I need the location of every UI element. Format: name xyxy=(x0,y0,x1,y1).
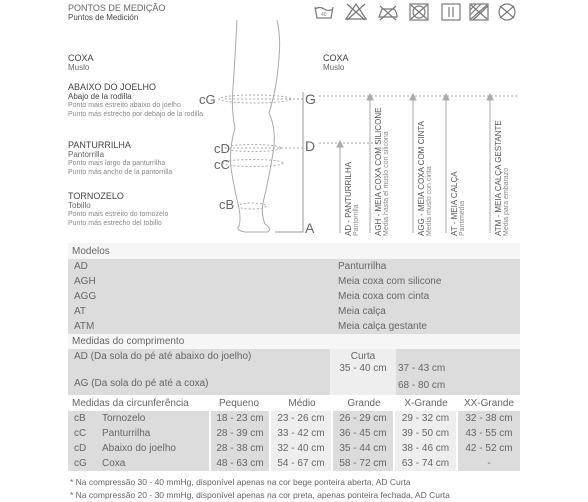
circ-name: Abaixo do joelho xyxy=(102,443,176,454)
table-row xyxy=(68,259,520,274)
joelho-note-pt: Ponto mais estreito abaixo do joelho xyxy=(68,102,181,109)
circumference-body xyxy=(68,411,520,471)
size-header: X-Grande xyxy=(404,398,448,409)
circ-value: 38 - 46 cm xyxy=(401,443,450,454)
vlabel-ad-sub: Pantorrilla xyxy=(353,204,360,236)
table-row xyxy=(68,441,520,456)
vlabel-atm-main: ATM - MEIA CALÇA GESTANTE xyxy=(494,120,503,236)
care-icons xyxy=(312,2,518,22)
table-row xyxy=(68,456,520,471)
model-name: Panturrilha xyxy=(338,261,387,272)
model-name: Meia calça xyxy=(338,306,386,317)
lengths-heading: Medidas do comprimento xyxy=(72,336,185,347)
model-code: AT xyxy=(74,306,87,317)
circ-code: cD xyxy=(74,443,87,454)
vlabel-agh-sub: Media hasta el muslo con silicona xyxy=(383,131,390,236)
size-header: Pequeno xyxy=(218,398,260,409)
vlabel-agh-main: AGH - MEIA COXA COM SILICONE xyxy=(374,107,383,236)
table-row xyxy=(68,319,520,334)
leg-diagram xyxy=(195,18,325,240)
length-long-ad: 37 - 43 cm xyxy=(398,363,446,374)
length-short-ad: 35 - 40 cm xyxy=(339,363,387,374)
panturrilha-note-es: Punto más ancho de la pantorrilla xyxy=(68,169,173,176)
models-heading-row xyxy=(68,243,520,259)
vlabel-ad xyxy=(344,162,360,236)
model-code: AGH xyxy=(74,276,96,287)
model-name: Meia coxa com cinta xyxy=(338,291,430,302)
circ-code: cB xyxy=(74,413,86,424)
no-dry-clean-icon xyxy=(410,4,428,20)
wash-40-icon xyxy=(315,7,333,18)
circ-value: 26 - 29 cm xyxy=(339,413,387,424)
circ-name: Coxa xyxy=(102,458,126,469)
vlabel-ad-main: AD - PANTURRILHA xyxy=(344,161,353,236)
vlabel-atm xyxy=(494,120,510,236)
panturrilha-note-pt: Ponto mais largo da panturrilha xyxy=(68,160,166,167)
footnote: * Na compressão 30 - 40 mmHg, disponível apenas na cor bege ponteira aberta, AD Curta xyxy=(70,477,411,487)
circ-value: 35 - 44 cm xyxy=(339,443,387,454)
panturrilha-label: PANTURRILHA xyxy=(68,140,131,150)
circ-value: 48 - 63 cm xyxy=(216,458,264,469)
coxa-label: COXA xyxy=(68,53,94,63)
length-long-ag: 68 - 80 cm xyxy=(398,380,446,391)
svg-text:40: 40 xyxy=(321,12,327,18)
tornozelo-label: TORNOZELO xyxy=(68,191,124,201)
footnote: * Na compressão 20 - 30 mmHg, disponível apenas na cor preta, apenas ponteira fechada, AD Curta xyxy=(70,490,450,500)
coxa-right-label: COXA xyxy=(323,53,349,63)
vlabel-atm-sub: Media para embarazo xyxy=(503,167,510,236)
label-cC: cC xyxy=(214,157,230,172)
label-A: A xyxy=(305,220,315,236)
tornozelo-sub: Tobillo xyxy=(68,201,91,210)
vlabel-agg xyxy=(417,121,433,236)
length-label-ag: AG (Da sola do pé até a coxa) xyxy=(74,378,209,389)
circ-value: 28 - 39 cm xyxy=(216,428,264,439)
model-code: AD xyxy=(74,261,88,272)
label-cG: cG xyxy=(199,92,216,107)
length-label-ad: AD (Da sola do pé até abaixo do joelho) xyxy=(74,351,252,362)
circ-value: - xyxy=(487,458,491,469)
tornozelo-note-es: Punto más estrecho del tobillo xyxy=(68,220,162,227)
circ-value: 58 - 72 cm xyxy=(339,458,387,469)
circ-name: Tornozelo xyxy=(102,413,146,424)
table-row xyxy=(68,426,520,441)
size-header: Médio xyxy=(288,398,316,409)
circ-value: 39 - 50 cm xyxy=(401,428,450,439)
model-name: Meia calça gestante xyxy=(338,321,427,332)
header-subtitle: Puntos de Medición xyxy=(68,13,139,22)
vlabel-agg-sub: Media muslo con cinta xyxy=(426,166,433,236)
table-row xyxy=(68,274,520,289)
lengths-block xyxy=(68,349,520,395)
circ-value: 32 - 40 cm xyxy=(277,443,325,454)
circ-value: 18 - 23 cm xyxy=(216,413,264,424)
circ-name: Panturrilha xyxy=(102,428,151,439)
circ-value: 54 - 67 cm xyxy=(277,458,325,469)
joelho-note-es: Punto más estrecho por debajo de la rodilla xyxy=(68,111,204,118)
circumference-heading-row xyxy=(68,396,520,411)
circ-code: cG xyxy=(74,458,87,469)
table-row xyxy=(68,411,520,426)
joelho-label: ABAIXO DO JOELHO xyxy=(68,82,157,92)
models-heading: Modelos xyxy=(72,246,110,257)
table-row xyxy=(68,289,520,304)
line-dry-icon xyxy=(442,4,460,20)
no-wring-icon xyxy=(499,4,515,20)
vlabel-agh xyxy=(374,108,390,236)
short-column xyxy=(330,349,396,395)
table-row xyxy=(68,304,520,319)
circ-value: 32 - 38 cm xyxy=(465,413,513,424)
vlabel-at-sub: Pantimedia xyxy=(459,200,466,236)
no-tumble-dry-icon xyxy=(470,4,488,20)
label-cB: cB xyxy=(219,197,235,212)
circ-value: 36 - 45 cm xyxy=(339,428,387,439)
vlabel-at-main: AT - MEIA CALÇA xyxy=(450,171,459,236)
circ-value: 23 - 26 cm xyxy=(277,413,325,424)
model-name: Meia coxa com silicone xyxy=(338,276,442,287)
circ-value: 29 - 32 cm xyxy=(401,413,450,424)
label-D: D xyxy=(305,138,316,154)
size-header: XX-Grande xyxy=(463,398,515,409)
label-G: G xyxy=(305,91,316,107)
circ-value: 63 - 74 cm xyxy=(401,458,450,469)
circ-code: cC xyxy=(74,428,87,439)
size-header: Grande xyxy=(347,398,381,409)
coxa-sub: Muslo xyxy=(68,63,90,72)
circ-value: 43 - 55 cm xyxy=(465,428,513,439)
circ-value: 33 - 42 cm xyxy=(277,428,325,439)
circumference-heading: Medidas da circunferência xyxy=(72,398,189,409)
short-label: Curta xyxy=(350,351,376,362)
no-iron-icon xyxy=(379,6,397,20)
circ-value: 28 - 38 cm xyxy=(216,443,264,454)
joelho-sub: Abajo de la rodilla xyxy=(68,92,132,101)
header-title: PONTOS DE MEDIÇÃO xyxy=(68,3,166,13)
panturrilha-sub: Pantorrilla xyxy=(68,150,105,159)
label-cD: cD xyxy=(214,141,230,156)
model-code: ATM xyxy=(74,321,95,332)
tornozelo-note-pt: Ponto mais estreito do tornozelo xyxy=(68,211,169,218)
lengths-heading-row xyxy=(68,334,520,349)
coxa-right-sub: Muslo xyxy=(323,63,345,72)
circ-value: 42 - 52 cm xyxy=(465,443,513,454)
no-bleach-icon xyxy=(346,4,366,20)
model-code: AGG xyxy=(74,291,97,302)
vlabel-agg-main: AGG - MEIA COXA COM CINTA xyxy=(417,121,426,236)
vlabel-at xyxy=(450,171,466,236)
